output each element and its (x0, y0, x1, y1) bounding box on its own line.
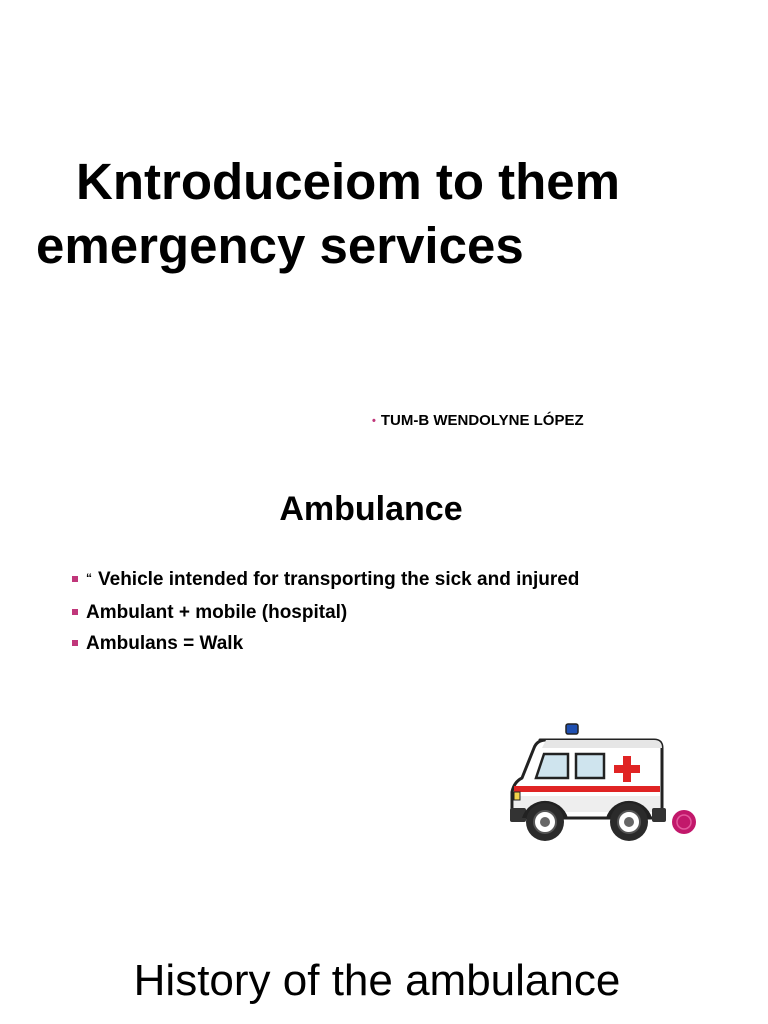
bullet-text: Ambulans = Walk (86, 633, 244, 654)
quote-mark: “ (86, 571, 92, 585)
bullet-text: Ambulant + mobile (hospital) (86, 602, 348, 623)
square-bullet-icon (72, 576, 78, 582)
author-bullet-icon: • (372, 415, 376, 427)
bullet-item (72, 597, 579, 628)
square-bullet-icon (72, 640, 78, 646)
bullet-list (72, 564, 579, 659)
section-heading: Ambulance (279, 490, 463, 528)
slide-title (36, 150, 736, 278)
author-name: TUM-B WENDOLYNE LÓPEZ (380, 412, 584, 429)
bullet-item (72, 628, 579, 659)
square-bullet-icon (72, 609, 78, 615)
history-heading: History of the ambulance (133, 956, 621, 1005)
author-line (372, 412, 584, 429)
ambulance-icon (506, 720, 702, 844)
slide-title-line-2: emergency services (36, 217, 524, 274)
magenta-circle-icon (672, 810, 696, 834)
bullet-item (72, 564, 579, 597)
bullet-text: Vehicle intended for transporting the sick and injured (98, 569, 580, 590)
slide-title-line-1: Kntroduceiom to them (76, 153, 620, 210)
